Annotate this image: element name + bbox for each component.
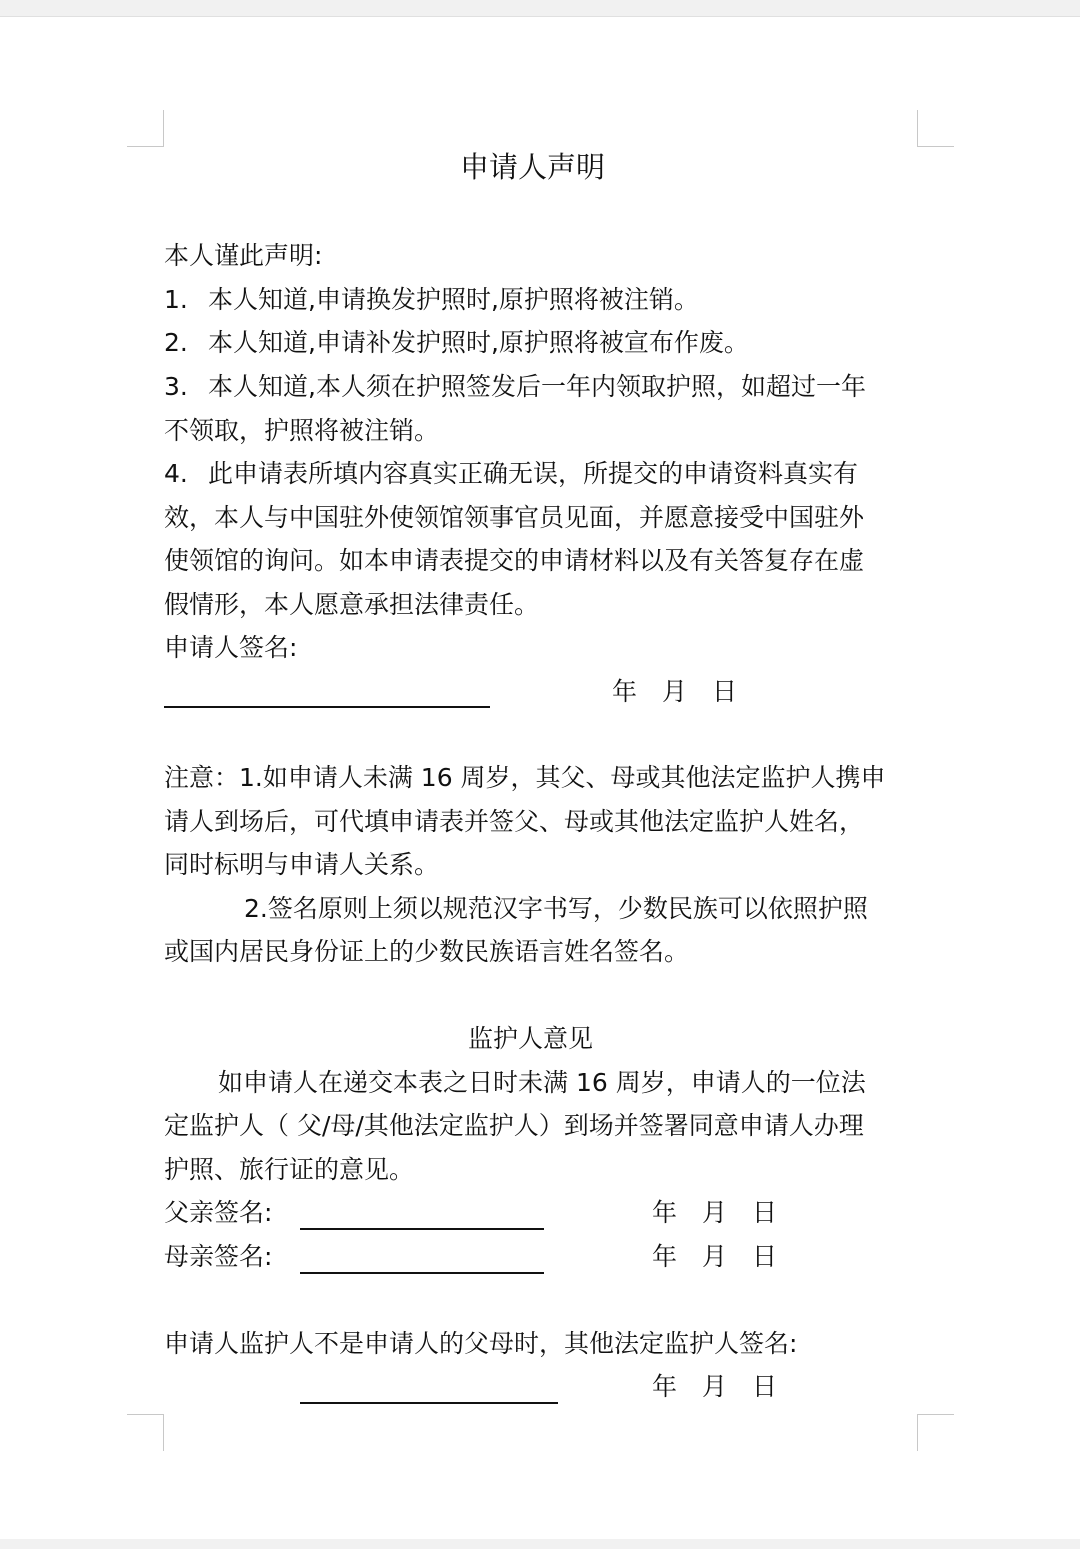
item-text: 本人知道,本人须在护照签发后一年内领取护照，如超过一年 bbox=[208, 372, 866, 401]
applicant-signature-label: 申请人签名: bbox=[164, 633, 298, 662]
note-line-5: 或国内居民身份证上的少数民族语言姓名签名。 bbox=[164, 937, 690, 966]
crop-mark-top-right bbox=[917, 110, 954, 147]
note-line-2: 请人到场后，可代填申请表并签父、母或其他法定监护人姓名， bbox=[164, 807, 865, 836]
guardian-para-line-3: 护照、旅行证的意见。 bbox=[164, 1155, 415, 1184]
crop-mark-top-left bbox=[127, 110, 164, 147]
declaration-item-4-cont-3: 假情形，本人愿意承担法律责任。 bbox=[164, 590, 540, 619]
mother-signature-label: 母亲签名: bbox=[164, 1242, 273, 1271]
father-date: 年 月 日 bbox=[652, 1198, 778, 1227]
item-number: 4. bbox=[164, 459, 188, 488]
note-line-3: 同时标明与申请人关系。 bbox=[164, 850, 440, 879]
guardian-para-line-2: 定监护人（ 父/母/其他法定监护人）到场并签署同意申请人办理 bbox=[164, 1111, 864, 1140]
item-number: 3. bbox=[164, 372, 188, 401]
declaration-item-3 bbox=[164, 371, 866, 403]
declaration-intro: 本人谨此声明: bbox=[164, 241, 323, 270]
declaration-item-4-cont-2: 使领馆的询问。如本申请表提交的申请材料以及有关答复存在虚 bbox=[164, 546, 865, 575]
declaration-item-1 bbox=[164, 284, 699, 316]
applicant-signature-line[interactable] bbox=[164, 706, 490, 708]
crop-mark-bottom-right bbox=[917, 1414, 954, 1451]
guardian-para-line-1: 如申请人在递交本表之日时未满 16 周岁，申请人的一位法 bbox=[218, 1068, 866, 1097]
other-guardian-signature-line[interactable] bbox=[300, 1402, 558, 1404]
applicant-date: 年 月 日 bbox=[612, 677, 738, 706]
guardian-section-title: 监护人意见 bbox=[468, 1024, 594, 1053]
note-line-1: 注意：1.如申请人未满 16 周岁，其父、母或其他法定监护人携申 bbox=[164, 763, 886, 792]
mother-date: 年 月 日 bbox=[652, 1242, 778, 1271]
item-text: 本人知道,申请补发护照时,原护照将被宣布作废。 bbox=[208, 328, 749, 357]
declaration-item-2 bbox=[164, 327, 749, 359]
item-text: 此申请表所填内容真实正确无误，所提交的申请资料真实有 bbox=[208, 459, 859, 488]
declaration-item-4-cont-1: 效，本人与中国驻外使领馆领事官员见面，并愿意接受中国驻外 bbox=[164, 503, 865, 532]
declaration-item-3-cont: 不领取，护照将被注销。 bbox=[164, 416, 440, 445]
note-line-4: 2.签名原则上须以规范汉字书写，少数民族可以依照护照 bbox=[244, 894, 868, 923]
other-guardian-date: 年 月 日 bbox=[652, 1372, 778, 1401]
father-signature-line[interactable] bbox=[300, 1228, 544, 1230]
crop-mark-bottom-left bbox=[127, 1414, 164, 1451]
item-number: 2. bbox=[164, 328, 188, 357]
mother-signature-line[interactable] bbox=[300, 1272, 544, 1274]
other-guardian-signature-label: 申请人监护人不是申请人的父母时，其他法定监护人签名: bbox=[164, 1329, 798, 1358]
item-text: 本人知道,申请换发护照时,原护照将被注销。 bbox=[208, 285, 699, 314]
page-title: 申请人声明 bbox=[460, 150, 606, 184]
father-signature-label: 父亲签名: bbox=[164, 1198, 273, 1227]
declaration-item-4 bbox=[164, 458, 858, 490]
item-number: 1. bbox=[164, 285, 188, 314]
